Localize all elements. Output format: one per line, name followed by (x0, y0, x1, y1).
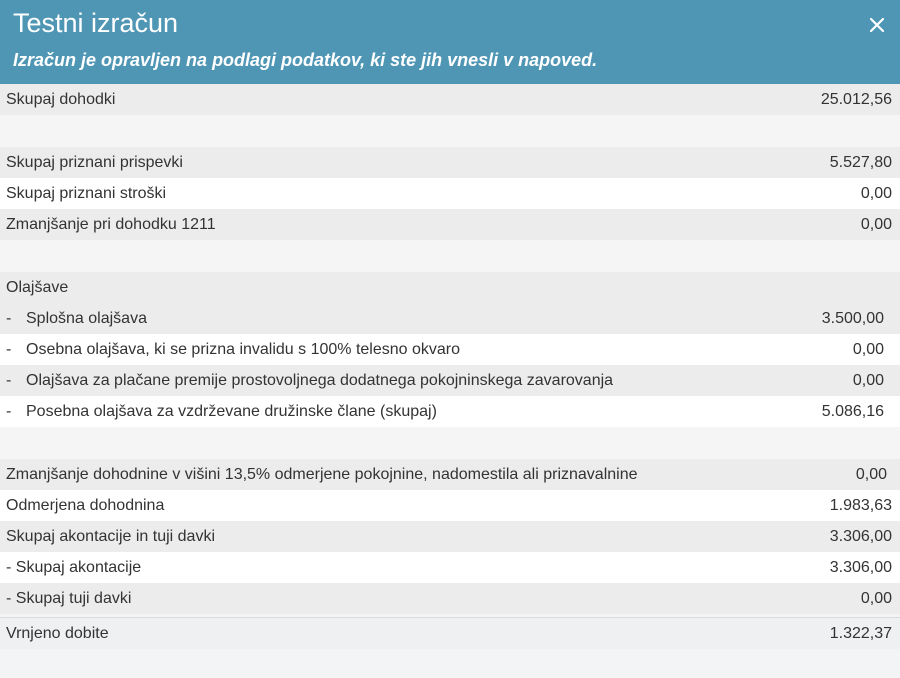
row-olajsave (0, 272, 900, 303)
row-label: Odmerjena dohodnina (6, 496, 165, 514)
row-priznani-stroski (0, 178, 900, 209)
row-olajsava-premije (0, 365, 900, 396)
row-value: 0,00 (860, 184, 892, 202)
row-odmerjena-dohodnina (0, 490, 900, 521)
row-skupaj-dohodki (0, 84, 900, 115)
dialog-subtitle: Izračun je opravljen na podlagi podatkov, ki ste jih vnesli v napoved. (13, 50, 598, 70)
row-dash: - (6, 340, 12, 358)
close-button[interactable] (863, 11, 891, 39)
row-label: Splošna olajšava (26, 309, 147, 327)
row-dash: - (6, 309, 12, 327)
row-akontacije-tuji-davki (0, 521, 900, 552)
close-icon (869, 17, 885, 33)
dialog-title: Testni izračun (13, 8, 179, 38)
row-value: 3.500,00 (821, 309, 884, 327)
row-skupaj-tuji-davki (0, 583, 900, 614)
row-label: Posebna olajšava za vzdrževane družinske člane (skupaj) (26, 402, 437, 420)
row-value: 0,00 (852, 371, 884, 389)
row-label: Olajšava za plačane premije prostovoljnega dodatnega pokojninskega zavarovanja (26, 371, 614, 389)
row-label: - Skupaj tuji davki (6, 589, 132, 607)
row-value: 0,00 (852, 340, 884, 358)
row-label: Zmanjšanje pri dohodku 1211 (6, 215, 216, 233)
row-label: Olajšave (6, 278, 69, 296)
row-value: 0,00 (860, 215, 892, 233)
row-dash: - (6, 371, 12, 389)
row-value: 1.983,63 (829, 496, 892, 514)
row-label: Skupaj dohodki (6, 90, 116, 108)
row-skupaj-akontacije (0, 552, 900, 583)
row-value: 0,00 (855, 465, 887, 483)
row-value: 5.086,16 (821, 402, 884, 420)
row-osebna-olajsava (0, 334, 900, 365)
row-label: Skupaj priznani prispevki (6, 153, 183, 171)
row-posebna-olajsava (0, 396, 900, 427)
row-label: Osebna olajšava, ki se prizna invalidu s 100% telesno okvaro (26, 340, 461, 358)
row-dash: - (6, 402, 12, 420)
calculation-table (0, 84, 900, 678)
row-zmanjsanje-1211 (0, 209, 900, 240)
row-zmanjsanje-dohodnine (0, 459, 900, 490)
row-value: 5.527,80 (829, 153, 892, 171)
spacer-row (0, 115, 900, 147)
row-label: Skupaj akontacije in tuji davki (6, 527, 216, 545)
row-label: Zmanjšanje dohodnine v višini 13,5% odmerjene pokojnine, nadomestila ali priznavalnine (6, 465, 638, 483)
row-value: 3.306,00 (829, 558, 892, 576)
row-value: 3.306,00 (829, 527, 892, 545)
row-priznani-prispevki (0, 147, 900, 178)
spacer-row (0, 427, 900, 459)
row-splosna-olajsava (0, 303, 900, 334)
row-label: Skupaj priznani stroški (6, 184, 167, 202)
row-value: 0,00 (860, 589, 892, 607)
row-value: 25.012,56 (820, 90, 892, 108)
spacer-row (0, 240, 900, 272)
row-vrnjeno-dobite (0, 617, 900, 649)
row-value: 1.322,37 (829, 624, 892, 642)
row-label: - Skupaj akontacije (6, 558, 142, 576)
dialog-header (0, 0, 900, 84)
row-label: Vrnjeno dobite (6, 624, 109, 642)
